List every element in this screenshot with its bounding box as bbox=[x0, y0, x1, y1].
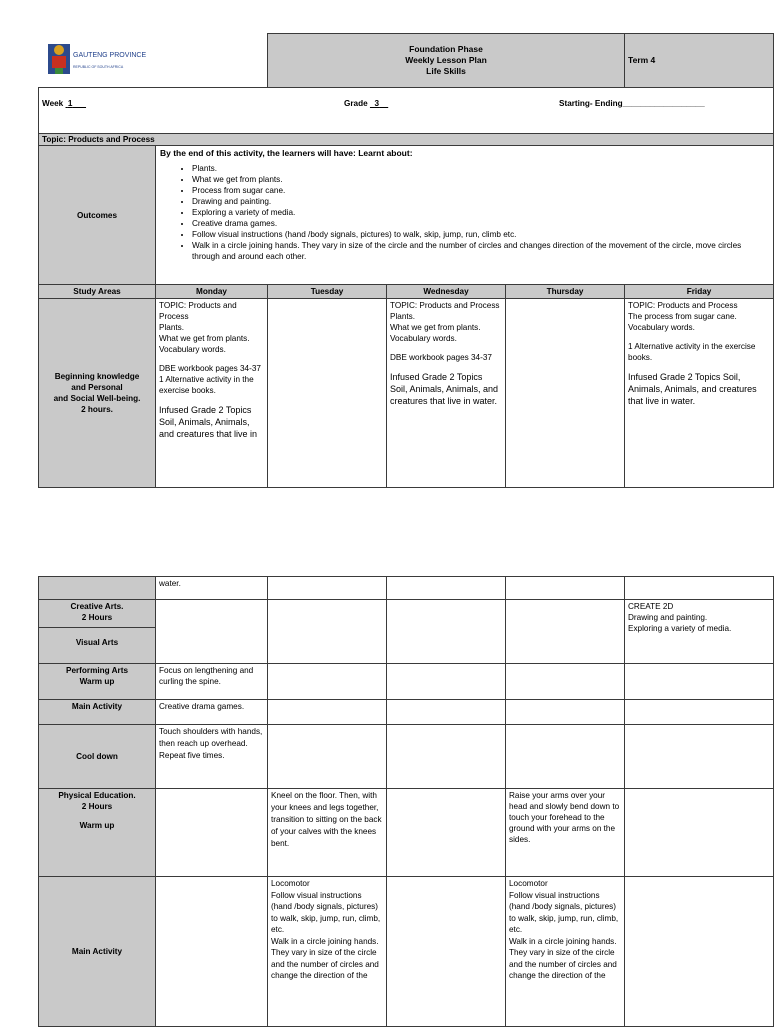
bk-monday-line: DBE workbook pages 34-37 bbox=[159, 364, 261, 373]
title-line-1: Foundation Phase bbox=[409, 44, 483, 54]
outcomes-label: Outcomes bbox=[76, 210, 118, 220]
outcomes-list bbox=[160, 163, 769, 262]
pe-main-thursday-line: Follow visual instructions (hand /body signals, pictures) to walk, skip, jump, run, climb, etc. bbox=[509, 890, 619, 934]
empty-cell bbox=[506, 664, 625, 700]
pe-label bbox=[39, 789, 156, 877]
empty-cell bbox=[506, 725, 625, 789]
bk-label-line: and Personal bbox=[71, 383, 123, 392]
outcome-item: • Creative drama games. bbox=[192, 218, 769, 229]
pe-main-tuesday-line: Walk in a circle joining hands. They vary in size of the circle and the number of circles and change the direction of the bbox=[271, 936, 379, 980]
bk-wednesday-line: Infused Grade 2 Topics Soil, Animals, Animals, and creatures that live in water. bbox=[390, 372, 499, 406]
bk-monday-line: 1 Alternative activity in the exercise books. bbox=[159, 375, 254, 395]
outcome-item: • Exploring a variety of media. bbox=[192, 207, 769, 218]
creative-arts-line: Creative Arts. bbox=[70, 602, 124, 611]
outcome-item: • What we get from plants. bbox=[192, 174, 769, 185]
title-line-2: Weekly Lesson Plan bbox=[405, 55, 487, 65]
ca-friday-line: CREATE 2D bbox=[628, 602, 674, 611]
header-study-areas: Study Areas bbox=[39, 285, 156, 299]
outcomes-intro: By the end of this activity, the learners will have: Learnt about: bbox=[160, 148, 413, 158]
bk-label-line: Beginning knowledge bbox=[54, 372, 140, 381]
empty-cell bbox=[506, 600, 625, 664]
empty-cell bbox=[506, 700, 625, 725]
creative-arts-label bbox=[39, 600, 156, 664]
bk-monday bbox=[156, 299, 268, 488]
pe-line: 2 Hours bbox=[81, 802, 113, 811]
bk-label-line: 2 hours. bbox=[81, 405, 113, 414]
logo-cell bbox=[39, 34, 268, 88]
empty-cell bbox=[625, 789, 774, 877]
pe-line: Physical Education. bbox=[58, 791, 136, 800]
bk-thursday bbox=[506, 299, 625, 488]
outcome-item: • Follow visual instructions (hand /body signals, pictures) to walk, skip, jump, run, climb etc. bbox=[192, 229, 769, 240]
ca-friday-line: Drawing and painting. bbox=[628, 613, 708, 622]
pa-line: Performing Arts bbox=[65, 666, 129, 675]
bk-wednesday bbox=[387, 299, 506, 488]
empty-cell bbox=[387, 789, 506, 877]
pe-warmup-label: Warm up bbox=[79, 821, 115, 830]
header-thursday: Thursday bbox=[506, 285, 625, 299]
outcomes-content bbox=[156, 146, 774, 285]
empty-cell bbox=[387, 877, 506, 1027]
bk-monday-line: What we get from plants. bbox=[159, 334, 250, 343]
empty-cell bbox=[387, 725, 506, 789]
empty-cell bbox=[625, 725, 774, 789]
empty-cell bbox=[387, 577, 506, 600]
main-activity-label: Main Activity bbox=[39, 700, 156, 725]
lesson-plan-table-page2 bbox=[38, 576, 774, 1027]
topic-row bbox=[39, 134, 774, 146]
empty-cell bbox=[156, 789, 268, 877]
header-wednesday: Wednesday bbox=[387, 285, 506, 299]
pe-main-tuesday-line: Follow visual instructions (hand /body signals, pictures) to walk, skip, jump, run, climb, etc. bbox=[271, 890, 381, 934]
empty-cell bbox=[268, 600, 387, 664]
empty-cell bbox=[506, 577, 625, 600]
continuation-label bbox=[39, 577, 156, 600]
pe-main-tuesday-line: Locomotor bbox=[271, 879, 310, 888]
empty-cell bbox=[156, 600, 268, 664]
bk-friday-line: 1 Alternative activity in the exercise books. bbox=[628, 342, 756, 362]
week-grade-row bbox=[39, 88, 774, 134]
empty-cell bbox=[387, 600, 506, 664]
ca-friday-line: Exploring a variety of media. bbox=[628, 624, 732, 633]
logo-subtext: REPUBLIC OF SOUTH AFRICA bbox=[72, 64, 123, 69]
pe-warmup-thursday: Raise your arms over your head and slowly bend down to touch your forehead to the ground with your arms on the sides. bbox=[506, 789, 625, 877]
bk-monday-line: TOPIC: Products and Process bbox=[159, 301, 237, 321]
bk-wednesday-line: Plants. bbox=[390, 312, 416, 321]
pa-line: Warm up bbox=[79, 677, 115, 686]
outcome-item: • Drawing and painting. bbox=[192, 196, 769, 207]
pe-main-activity-label: Main Activity bbox=[39, 877, 156, 1027]
empty-cell bbox=[625, 664, 774, 700]
topic-text: Topic: Products and Process bbox=[42, 135, 155, 144]
outcome-item: • Walk in a circle joining hands. They vary in size of the circle and the number of circles and changes direction of the movement of the circle, move circles through and around each other. bbox=[192, 240, 769, 262]
grade-field bbox=[344, 98, 388, 109]
bk-label-cell bbox=[39, 299, 156, 488]
outcome-item: • Plants. bbox=[192, 163, 769, 174]
outcome-item: • Process from sugar cane. bbox=[192, 185, 769, 196]
title-cell bbox=[268, 34, 625, 88]
performing-arts-label bbox=[39, 664, 156, 700]
empty-cell bbox=[268, 664, 387, 700]
term-cell bbox=[625, 34, 774, 88]
pe-warmup-tuesday: Kneel on the floor. Then, with your knees and legs together, transition to sitting on the back of your calves with the knees bent. bbox=[268, 789, 387, 877]
bk-wednesday-line: DBE workbook pages 34-37 bbox=[390, 353, 492, 362]
bk-friday bbox=[625, 299, 774, 488]
creative-arts-friday bbox=[625, 600, 774, 664]
cool-down-label: Cool down bbox=[39, 725, 156, 789]
empty-cell bbox=[625, 877, 774, 1027]
pe-main-tuesday bbox=[268, 877, 387, 1027]
continuation-monday: water. bbox=[156, 577, 268, 600]
creative-arts-line: 2 Hours bbox=[81, 613, 113, 622]
performing-arts-monday: Focus on lengthening and curling the spine. bbox=[156, 664, 268, 700]
week-value: 1 bbox=[67, 99, 73, 108]
week-label: Week bbox=[42, 99, 64, 108]
pe-main-thursday bbox=[506, 877, 625, 1027]
empty-cell bbox=[387, 700, 506, 725]
grade-value: 3 bbox=[374, 99, 380, 108]
outcomes-label-cell bbox=[39, 146, 156, 285]
bk-wednesday-line: Vocabulary words. bbox=[390, 334, 457, 343]
bk-tuesday bbox=[268, 299, 387, 488]
starting-ending-label: Starting- Ending__________________ bbox=[559, 99, 705, 108]
visual-arts-label: Visual Arts bbox=[39, 627, 155, 648]
cool-down-monday: Touch shoulders with hands, then reach up overhead. Repeat five times. bbox=[156, 725, 268, 789]
main-activity-monday: Creative drama games. bbox=[156, 700, 268, 725]
pe-main-thursday-line: Locomotor bbox=[509, 879, 548, 888]
bk-monday-line: Infused Grade 2 Topics Soil, Animals, Animals, and creatures that live in bbox=[159, 405, 258, 439]
logo-text: GAUTENG PROVINCE bbox=[72, 51, 146, 59]
bk-friday-line: Infused Grade 2 Topics Soil, Animals, Animals, and creatures that live in water. bbox=[628, 372, 757, 406]
empty-cell bbox=[268, 700, 387, 725]
bk-monday-line: Plants. bbox=[159, 323, 185, 332]
empty-cell bbox=[625, 577, 774, 600]
header-tuesday: Tuesday bbox=[268, 285, 387, 299]
bk-wednesday-line: TOPIC: Products and Process bbox=[390, 301, 500, 310]
empty-cell bbox=[625, 700, 774, 725]
lesson-plan-table-page1 bbox=[38, 33, 774, 488]
bk-wednesday-line: What we get from plants. bbox=[390, 323, 481, 332]
grade-label: Grade bbox=[344, 99, 368, 108]
title-line-3: Life Skills bbox=[426, 66, 466, 76]
empty-cell bbox=[268, 577, 387, 600]
empty-cell bbox=[156, 877, 268, 1027]
gauteng-logo bbox=[47, 40, 146, 80]
bk-friday-line: The process from sugar cane. Vocabulary words. bbox=[628, 312, 737, 332]
bk-friday-line: TOPIC: Products and Process bbox=[628, 301, 738, 310]
header-friday: Friday bbox=[625, 285, 774, 299]
empty-cell bbox=[387, 664, 506, 700]
term-label: Term 4 bbox=[628, 55, 656, 65]
pe-main-thursday-line: Walk in a circle joining hands. They vary in size of the circle and the number of circles and change the direction of the bbox=[509, 936, 617, 980]
empty-cell bbox=[268, 725, 387, 789]
bk-monday-line: Vocabulary words. bbox=[159, 345, 226, 354]
header-monday: Monday bbox=[156, 285, 268, 299]
bk-label-line: and Social Well-being. bbox=[53, 394, 141, 403]
